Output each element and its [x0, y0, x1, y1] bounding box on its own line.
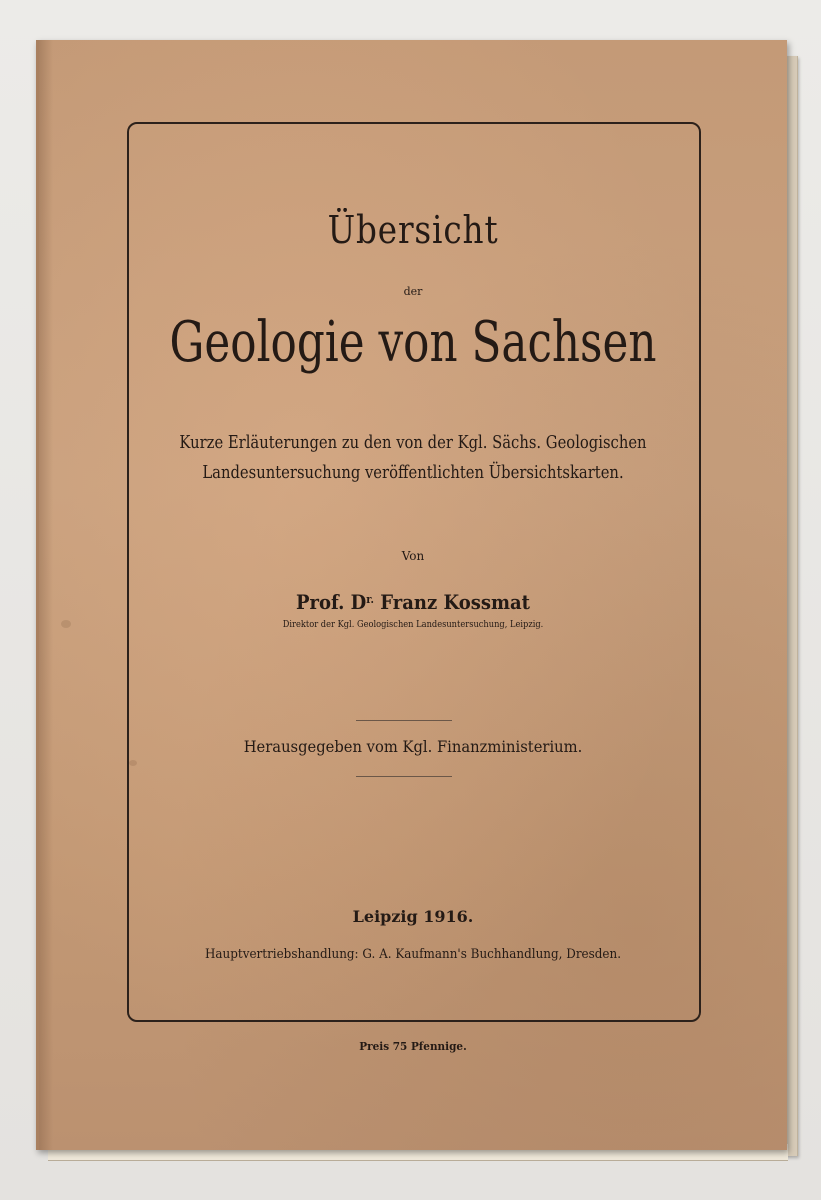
author-position: Direktor der Kgl. Geologischen Landesuntersuchung, Leipzig.: [282, 620, 544, 630]
subtitle-line-2: Landesuntersuchung veröffentlichten Übersichtskarten.: [202, 462, 624, 483]
by-label: Von: [401, 549, 425, 563]
book-cover: [36, 40, 787, 1150]
divider-top: [356, 720, 452, 721]
author-prefix: Prof. D: [295, 590, 367, 614]
subtitle-line-1: Kurze Erläuterungen zu den von der Kgl. Sächs. Geologischen: [179, 432, 647, 453]
price: Preis 75 Pfennige.: [359, 1040, 467, 1053]
publisher: Herausgegeben vom Kgl. Finanzministerium.: [243, 737, 583, 756]
title-overview: Übersicht: [327, 208, 499, 252]
title-main: Geologie von Sachsen: [169, 310, 657, 375]
author: [76, 590, 749, 614]
author-title-sup: r.: [366, 593, 375, 606]
subtitle: [106, 428, 719, 488]
divider-bottom: [356, 776, 452, 777]
author-name: Franz Kossmat: [374, 590, 531, 614]
spine-wear: [39, 40, 53, 1150]
title-connector: der: [403, 285, 423, 298]
place-year: Leipzig 1916.: [352, 907, 474, 926]
cover-frame-border: [127, 122, 701, 1022]
distributor: Hauptvertriebshandlung: G. A. Kaufmann's Buchhandlung, Dresden.: [204, 947, 622, 962]
